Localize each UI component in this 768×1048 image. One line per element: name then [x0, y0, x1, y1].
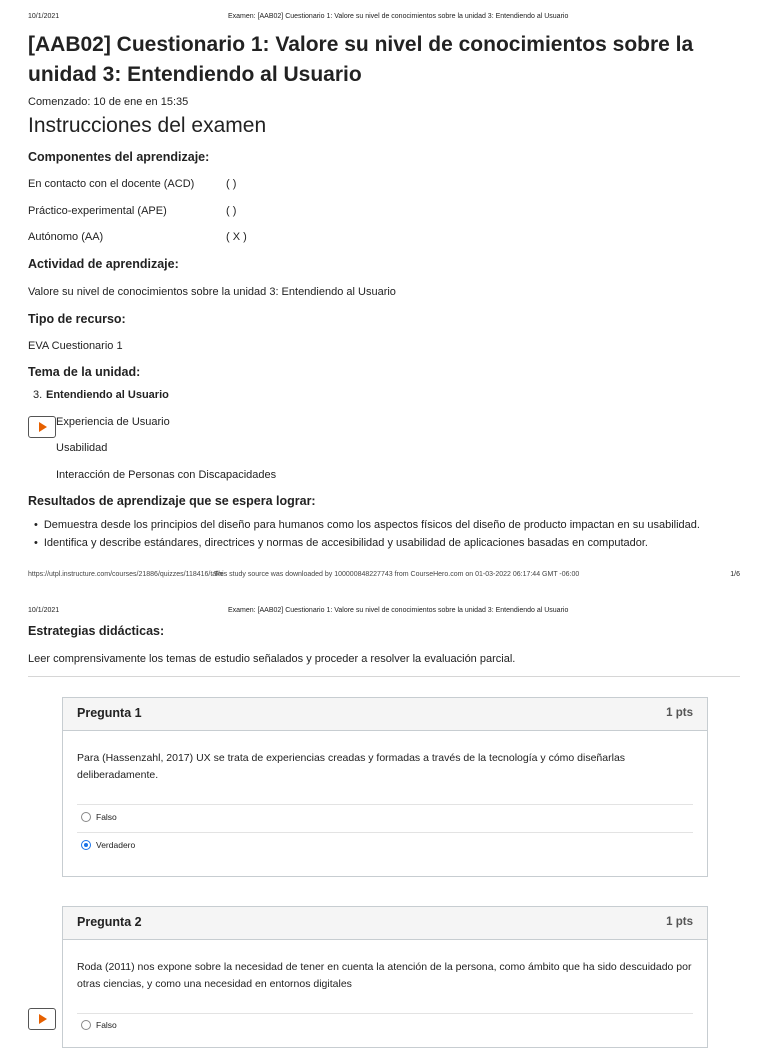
- print-date: 10/1/2021: [28, 607, 60, 614]
- answer-label: Verdadero: [96, 840, 136, 850]
- component-acd-mark: ( ): [226, 178, 237, 190]
- unit-heading: Tema de la unidad:: [28, 365, 141, 379]
- started-time: Comenzado: 10 de ene en 15:35: [28, 96, 189, 108]
- activity-text: Valore su nivel de conocimientos sobre la unidad 3: Entendiendo al Usuario: [28, 286, 396, 298]
- components-heading: Componentes del aprendizaje:: [28, 150, 210, 164]
- play-icon[interactable]: [28, 416, 56, 438]
- answer-option-falso[interactable]: [81, 812, 117, 823]
- component-aa-mark: ( X ): [226, 231, 247, 243]
- footer-url: https://utpl.instructure.com/courses/21886/quizzes/118416/take: [28, 571, 224, 578]
- strategies-text: Leer comprensivamente los temas de estudio señalados y proceder a resolver la evaluación parcial.: [28, 653, 516, 665]
- answer-option-verdadero[interactable]: [81, 840, 135, 851]
- component-ape-label: Práctico-experimental (APE): [28, 205, 167, 217]
- result-item: • Identifica y describe estándares, directrices y normas de accesibilidad y usabilidad de aplicaciones basadas en computador.: [34, 537, 648, 549]
- radio-unselected-icon[interactable]: [81, 1020, 91, 1030]
- result-item: • Demuestra desde los principios del diseño para humanos como los aspectos físicos del diseño de producto impactan en su usabilidad.: [34, 519, 700, 531]
- question-card: [62, 697, 708, 877]
- component-aa-label: Autónomo (AA): [28, 231, 104, 243]
- answer-option-falso[interactable]: [81, 1020, 117, 1031]
- footer-page-number: 1/6: [730, 571, 740, 578]
- resource-text: EVA Cuestionario 1: [28, 340, 123, 352]
- question-header: [63, 907, 707, 940]
- footer-sourcing: This study source was downloaded by 100000848227743 from CourseHero.com on 01-03-2022 06:17:44 GMT -06:00: [214, 571, 580, 578]
- question-text: Roda (2011) nos expone sobre la necesidad de tener en cuenta la atención de la persona, como ámbito que ha sido descuidado por otras ciencias, y como una necesidad en entornos digitales: [77, 961, 692, 990]
- radio-unselected-icon[interactable]: [81, 812, 91, 822]
- unit-topic-usability: Usabilidad: [56, 442, 108, 454]
- question-name: Pregunta 1: [77, 706, 142, 720]
- unit-topic-accessibility: Interacción de Personas con Discapacidades: [56, 469, 277, 481]
- radio-selected-icon[interactable]: [81, 840, 91, 850]
- question-name: Pregunta 2: [77, 915, 142, 929]
- print-header-title: Examen: [AAB02] Cuestionario 1: Valore su nivel de conocimientos sobre la unidad 3: Entendiendo al Usuario: [228, 607, 569, 614]
- results-heading: Resultados de aprendizaje que se espera lograr:: [28, 494, 316, 508]
- unit-name: Entendiendo al Usuario: [46, 389, 169, 401]
- activity-heading: Actividad de aprendizaje:: [28, 257, 179, 271]
- divider: [28, 676, 740, 677]
- unit-number: 3.: [33, 389, 43, 401]
- question-card: [62, 906, 708, 1048]
- question-text: Para (Hassenzahl, 2017) UX se trata de experiencias creadas y formadas a través de la tecnología y cómo diseñarlas deliberadamente.: [77, 752, 626, 781]
- answer-divider: [77, 832, 693, 833]
- question-points: 1 pts: [666, 916, 693, 928]
- answer-label: Falso: [96, 1020, 117, 1030]
- component-acd-label: En contacto con el docente (ACD): [28, 178, 195, 190]
- instructions-heading: Instrucciones del examen: [28, 114, 267, 137]
- strategies-heading: Estrategias didácticas:: [28, 624, 165, 638]
- component-ape-mark: ( ): [226, 205, 237, 217]
- print-header-title: Examen: [AAB02] Cuestionario 1: Valore su nivel de conocimientos sobre la unidad 3: Entendiendo al Usuario: [228, 13, 569, 20]
- print-date: 10/1/2021: [28, 13, 60, 20]
- answer-divider: [77, 1013, 693, 1014]
- answer-label: Falso: [96, 812, 117, 822]
- question-header: [63, 698, 707, 731]
- quiz-title: [AAB02] Cuestionario 1: Valore su nivel de conocimientos sobre la unidad 3: Entendiendo al Usuario: [28, 33, 694, 86]
- question-points: 1 pts: [666, 707, 693, 719]
- unit-topic-ux: Experiencia de Usuario: [56, 416, 170, 428]
- play-icon[interactable]: [28, 1008, 56, 1030]
- resource-heading: Tipo de recurso:: [28, 312, 126, 326]
- answer-divider: [77, 804, 693, 805]
